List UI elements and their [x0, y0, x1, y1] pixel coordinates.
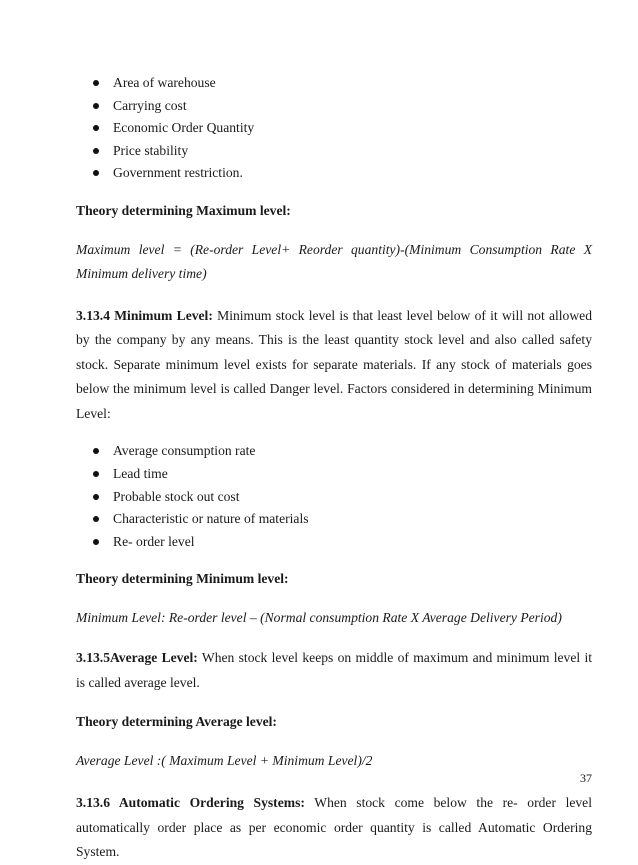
list-item	[76, 531, 592, 554]
bullet-icon	[93, 170, 99, 176]
list-item-text: Lead time	[113, 466, 168, 482]
bullet-icon	[93, 103, 99, 109]
list-item	[76, 117, 592, 140]
minimum-level-heading: Theory determining Minimum level:	[76, 571, 289, 587]
bullet-icon	[93, 448, 99, 454]
maximum-level-heading: Theory determining Maximum level:	[76, 202, 291, 218]
bullet-icon	[93, 80, 99, 86]
bullet-icon	[93, 148, 99, 154]
section-title-3-13-5: 3.13.5Average Level:	[76, 650, 198, 666]
minimum-factors-list	[76, 440, 592, 553]
list-item	[76, 463, 592, 486]
minimum-level-formula: Minimum Level: Re-order level – (Normal consumption Rate X Average Delivery Period)	[76, 610, 562, 626]
list-item	[76, 140, 592, 163]
list-item-text: Average consumption rate	[113, 443, 256, 459]
average-level-heading: Theory determining Average level:	[76, 714, 277, 730]
list-item	[76, 508, 592, 531]
page-number: 37	[580, 771, 592, 785]
list-item-text: Re- order level	[113, 533, 195, 549]
list-item	[76, 72, 592, 95]
bullet-icon	[93, 494, 99, 500]
average-level-text: When stock level keeps on middle of maximum and minimum level it is called average level.	[76, 650, 592, 690]
page-content	[76, 72, 592, 865]
bullet-icon	[93, 125, 99, 131]
list-item-text: Price stability	[113, 142, 189, 158]
automatic-ordering-text: When stock come below the re- order level automatically order place as per economic order quantity is called Automatic Ordering System.	[76, 795, 592, 860]
maximum-factors-list	[76, 72, 592, 185]
average-level-formula: Average Level :( Maximum Level + Minimum Level)/2	[76, 753, 373, 769]
section-title-3-13-4: 3.13.4 Minimum Level:	[76, 307, 213, 323]
section-title-3-13-6: 3.13.6 Automatic Ordering Systems:	[76, 795, 305, 811]
list-item-text: Economic Order Quantity	[113, 120, 255, 136]
bullet-icon	[93, 471, 99, 477]
list-item-text: Characteristic or nature of materials	[113, 511, 309, 527]
list-item-text: Area of warehouse	[113, 75, 216, 90]
minimum-level-text: Minimum stock level is that least level below of it will not allowed by the company by any means. This is the least quantity stock level and also called safety stock. Separate minimum level exists for separate materials. If any stock of materials goes below the minimum level is called Danger level. Factors considered in determining Minimum Level:	[76, 307, 592, 421]
list-item-text: Government restriction.	[113, 165, 243, 181]
bullet-icon	[93, 539, 99, 545]
list-item	[76, 95, 592, 118]
automatic-ordering-paragraph	[76, 791, 592, 865]
list-item	[76, 162, 592, 185]
list-item-text: Carrying cost	[113, 97, 187, 113]
list-item-text: Probable stock out cost	[113, 488, 240, 504]
maximum-level-formula: Maximum level = (Re-order Level+ Reorder quantity)-(Minimum Consumption Rate X Minimum delivery time)	[76, 241, 592, 281]
minimum-level-paragraph	[76, 304, 592, 427]
bullet-icon	[93, 516, 99, 522]
list-item	[76, 486, 592, 509]
list-item	[76, 440, 592, 463]
average-level-paragraph	[76, 646, 592, 695]
